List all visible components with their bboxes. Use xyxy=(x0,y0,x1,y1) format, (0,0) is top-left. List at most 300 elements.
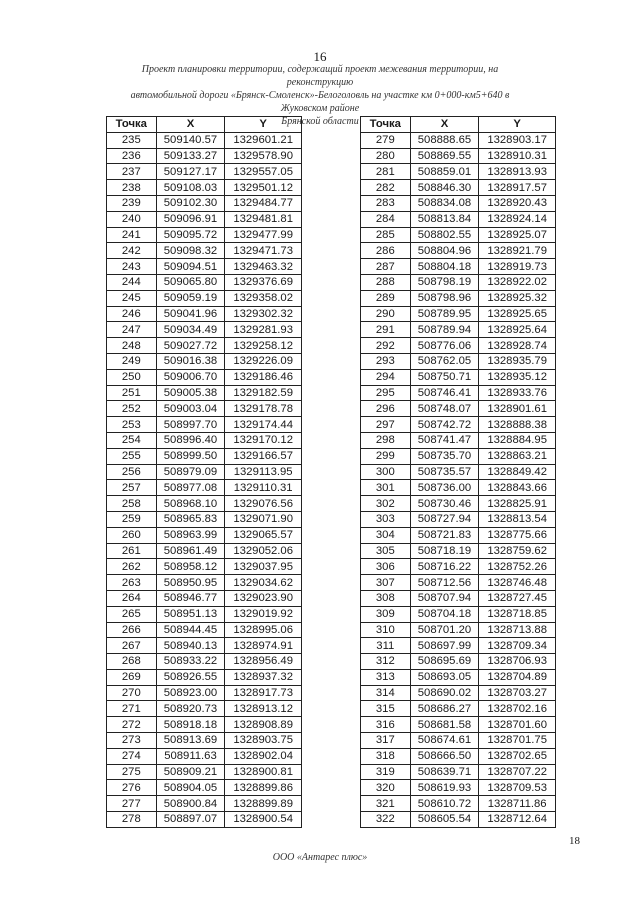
cell-point: 314 xyxy=(361,685,411,701)
table-row xyxy=(361,701,556,717)
cell-point: 265 xyxy=(107,606,157,622)
cell-y: 1328843.66 xyxy=(479,480,556,496)
cell-x: 508735.70 xyxy=(410,448,479,464)
cell-y: 1328928.74 xyxy=(479,338,556,354)
cell-point: 270 xyxy=(107,685,157,701)
cell-y: 1328921.79 xyxy=(479,243,556,259)
table-row xyxy=(107,543,302,559)
table-row xyxy=(107,369,302,385)
cell-x: 509094.51 xyxy=(156,259,225,275)
table-row xyxy=(361,590,556,606)
cell-x: 508748.07 xyxy=(410,401,479,417)
cell-y: 1329071.90 xyxy=(225,511,302,527)
cell-point: 299 xyxy=(361,448,411,464)
table-row xyxy=(361,132,556,148)
cell-y: 1328707.22 xyxy=(479,764,556,780)
cell-point: 315 xyxy=(361,701,411,717)
table-row xyxy=(361,622,556,638)
table-row xyxy=(107,796,302,812)
table-row xyxy=(107,322,302,338)
cell-y: 1329113.95 xyxy=(225,464,302,480)
cell-x: 508750.71 xyxy=(410,369,479,385)
cell-x: 508707.94 xyxy=(410,590,479,606)
cell-x: 508695.69 xyxy=(410,654,479,670)
cell-y: 1328701.75 xyxy=(479,733,556,749)
cell-point: 288 xyxy=(361,274,411,290)
cell-point: 244 xyxy=(107,274,157,290)
cell-point: 286 xyxy=(361,243,411,259)
table-row xyxy=(107,590,302,606)
cell-point: 278 xyxy=(107,812,157,828)
table-row xyxy=(361,654,556,670)
cell-point: 249 xyxy=(107,353,157,369)
cell-y: 1328718.85 xyxy=(479,606,556,622)
cell-x: 508900.84 xyxy=(156,796,225,812)
table-row xyxy=(107,527,302,543)
cell-x: 509140.57 xyxy=(156,132,225,148)
cell-point: 320 xyxy=(361,780,411,796)
cell-point: 240 xyxy=(107,211,157,227)
cell-x: 508735.57 xyxy=(410,464,479,480)
table-row xyxy=(107,701,302,717)
cell-point: 274 xyxy=(107,748,157,764)
cell-x: 508950.95 xyxy=(156,575,225,591)
cell-y: 1328746.48 xyxy=(479,575,556,591)
cell-x: 508979.09 xyxy=(156,464,225,480)
cell-x: 508716.22 xyxy=(410,559,479,575)
table-row xyxy=(361,306,556,322)
cell-y: 1329065.57 xyxy=(225,527,302,543)
cell-y: 1328706.93 xyxy=(479,654,556,670)
cell-y: 1328884.95 xyxy=(479,432,556,448)
cell-x: 509102.30 xyxy=(156,195,225,211)
table-row xyxy=(361,606,556,622)
table-row xyxy=(361,432,556,448)
cell-x: 509034.49 xyxy=(156,322,225,338)
cell-y: 1328902.04 xyxy=(225,748,302,764)
column-header-y: Y xyxy=(479,117,556,133)
cell-x: 508859.01 xyxy=(410,164,479,180)
cell-point: 246 xyxy=(107,306,157,322)
table-row xyxy=(361,543,556,559)
table-header-row xyxy=(361,117,556,133)
cell-x: 508913.69 xyxy=(156,733,225,749)
company-footer: ООО «Антарес плюс» xyxy=(272,852,368,863)
cell-y: 1328711.86 xyxy=(479,796,556,812)
cell-y: 1328935.12 xyxy=(479,369,556,385)
cell-point: 238 xyxy=(107,180,157,196)
cell-y: 1329034.62 xyxy=(225,575,302,591)
cell-y: 1328899.86 xyxy=(225,780,302,796)
page-number-top: 16 xyxy=(313,49,327,64)
cell-point: 318 xyxy=(361,748,411,764)
table-row xyxy=(361,796,556,812)
cell-x: 509016.38 xyxy=(156,353,225,369)
cell-point: 273 xyxy=(107,733,157,749)
cell-y: 1328917.57 xyxy=(479,180,556,196)
cell-point: 263 xyxy=(107,575,157,591)
column-header-x: X xyxy=(410,117,479,133)
table-row xyxy=(107,575,302,591)
cell-point: 269 xyxy=(107,669,157,685)
cell-x: 508996.40 xyxy=(156,432,225,448)
cell-point: 305 xyxy=(361,543,411,559)
cell-point: 251 xyxy=(107,385,157,401)
table-row xyxy=(361,385,556,401)
table-row xyxy=(361,353,556,369)
table-row xyxy=(107,464,302,480)
cell-y: 1328702.65 xyxy=(479,748,556,764)
table-row xyxy=(107,338,302,354)
cell-point: 271 xyxy=(107,701,157,717)
cell-y: 1329281.93 xyxy=(225,322,302,338)
table-row xyxy=(107,227,302,243)
cell-point: 256 xyxy=(107,464,157,480)
table-row xyxy=(107,432,302,448)
cell-y: 1329186.46 xyxy=(225,369,302,385)
cell-x: 509027.72 xyxy=(156,338,225,354)
cell-y: 1328899.89 xyxy=(225,796,302,812)
table-row xyxy=(361,812,556,828)
table-row xyxy=(107,606,302,622)
table-row xyxy=(107,511,302,527)
table-row xyxy=(107,306,302,322)
cell-y: 1329037.95 xyxy=(225,559,302,575)
table-row xyxy=(361,733,556,749)
cell-x: 508746.41 xyxy=(410,385,479,401)
table-row xyxy=(361,717,556,733)
cell-y: 1328900.54 xyxy=(225,812,302,828)
cell-point: 253 xyxy=(107,417,157,433)
cell-x: 508999.50 xyxy=(156,448,225,464)
cell-point: 302 xyxy=(361,496,411,512)
cell-y: 1328727.45 xyxy=(479,590,556,606)
cell-point: 309 xyxy=(361,606,411,622)
table-row xyxy=(361,259,556,275)
cell-y: 1328974.91 xyxy=(225,638,302,654)
cell-x: 508686.27 xyxy=(410,701,479,717)
cell-point: 293 xyxy=(361,353,411,369)
cell-point: 306 xyxy=(361,559,411,575)
table-row xyxy=(107,496,302,512)
cell-point: 242 xyxy=(107,243,157,259)
table-row xyxy=(361,211,556,227)
coordinates-table-left xyxy=(106,116,302,828)
cell-y: 1328922.02 xyxy=(479,274,556,290)
table-row xyxy=(107,559,302,575)
cell-y: 1329110.31 xyxy=(225,480,302,496)
table-row xyxy=(107,748,302,764)
cell-x: 508804.96 xyxy=(410,243,479,259)
coordinates-table-right xyxy=(360,116,556,828)
table-row xyxy=(361,417,556,433)
cell-x: 508997.70 xyxy=(156,417,225,433)
table-row xyxy=(107,638,302,654)
cell-x: 509059.19 xyxy=(156,290,225,306)
cell-y: 1328937.32 xyxy=(225,669,302,685)
cell-y: 1329481.81 xyxy=(225,211,302,227)
table-row xyxy=(107,195,302,211)
cell-point: 264 xyxy=(107,590,157,606)
cell-x: 508965.83 xyxy=(156,511,225,527)
cell-point: 277 xyxy=(107,796,157,812)
table-row xyxy=(107,812,302,828)
table-row xyxy=(361,764,556,780)
table-header-row xyxy=(107,117,302,133)
cell-point: 292 xyxy=(361,338,411,354)
table-row xyxy=(107,401,302,417)
cell-x: 508911.63 xyxy=(156,748,225,764)
cell-y: 1328903.17 xyxy=(479,132,556,148)
cell-point: 259 xyxy=(107,511,157,527)
cell-y: 1329302.32 xyxy=(225,306,302,322)
cell-x: 508951.13 xyxy=(156,606,225,622)
cell-point: 303 xyxy=(361,511,411,527)
table-row xyxy=(107,353,302,369)
cell-point: 250 xyxy=(107,369,157,385)
cell-x: 509108.03 xyxy=(156,180,225,196)
cell-x: 508923.00 xyxy=(156,685,225,701)
cell-point: 241 xyxy=(107,227,157,243)
cell-y: 1328775.66 xyxy=(479,527,556,543)
cell-point: 252 xyxy=(107,401,157,417)
cell-x: 508693.05 xyxy=(410,669,479,685)
cell-x: 508619.93 xyxy=(410,780,479,796)
cell-y: 1329170.12 xyxy=(225,432,302,448)
cell-point: 255 xyxy=(107,448,157,464)
cell-y: 1328752.26 xyxy=(479,559,556,575)
cell-x: 508666.50 xyxy=(410,748,479,764)
cell-y: 1328813.54 xyxy=(479,511,556,527)
cell-point: 243 xyxy=(107,259,157,275)
cell-y: 1329484.77 xyxy=(225,195,302,211)
table-row xyxy=(361,274,556,290)
cell-y: 1328924.14 xyxy=(479,211,556,227)
cell-point: 260 xyxy=(107,527,157,543)
table-row xyxy=(107,780,302,796)
cell-point: 280 xyxy=(361,148,411,164)
cell-point: 307 xyxy=(361,575,411,591)
cell-y: 1329463.32 xyxy=(225,259,302,275)
cell-x: 508834.08 xyxy=(410,195,479,211)
cell-y: 1328913.12 xyxy=(225,701,302,717)
cell-point: 312 xyxy=(361,654,411,670)
cell-point: 311 xyxy=(361,638,411,654)
cell-point: 285 xyxy=(361,227,411,243)
cell-x: 508704.18 xyxy=(410,606,479,622)
cell-point: 322 xyxy=(361,812,411,828)
cell-x: 508813.84 xyxy=(410,211,479,227)
cell-x: 508789.95 xyxy=(410,306,479,322)
table-row xyxy=(361,559,556,575)
cell-y: 1329076.56 xyxy=(225,496,302,512)
cell-y: 1329174.44 xyxy=(225,417,302,433)
cell-point: 281 xyxy=(361,164,411,180)
cell-point: 283 xyxy=(361,195,411,211)
cell-x: 508789.94 xyxy=(410,322,479,338)
table-row xyxy=(107,685,302,701)
table-row xyxy=(107,259,302,275)
cell-point: 267 xyxy=(107,638,157,654)
cell-y: 1328703.27 xyxy=(479,685,556,701)
table-row xyxy=(107,164,302,180)
cell-y: 1328712.64 xyxy=(479,812,556,828)
cell-y: 1329182.59 xyxy=(225,385,302,401)
table-row xyxy=(361,685,556,701)
cell-point: 245 xyxy=(107,290,157,306)
cell-point: 297 xyxy=(361,417,411,433)
cell-y: 1328920.43 xyxy=(479,195,556,211)
cell-y: 1328925.32 xyxy=(479,290,556,306)
cell-x: 508712.56 xyxy=(410,575,479,591)
cell-y: 1328903.75 xyxy=(225,733,302,749)
table-row xyxy=(361,669,556,685)
cell-point: 298 xyxy=(361,432,411,448)
cell-x: 508697.99 xyxy=(410,638,479,654)
cell-y: 1329019.92 xyxy=(225,606,302,622)
cell-x: 509127.17 xyxy=(156,164,225,180)
cell-x: 508888.65 xyxy=(410,132,479,148)
cell-y: 1328913.93 xyxy=(479,164,556,180)
cell-x: 508639.71 xyxy=(410,764,479,780)
cell-point: 237 xyxy=(107,164,157,180)
cell-x: 508674.61 xyxy=(410,733,479,749)
column-header-x: X xyxy=(156,117,225,133)
table-row xyxy=(107,290,302,306)
cell-y: 1328935.79 xyxy=(479,353,556,369)
cell-x: 509003.04 xyxy=(156,401,225,417)
cell-x: 508802.55 xyxy=(410,227,479,243)
cell-x: 509133.27 xyxy=(156,148,225,164)
cell-y: 1328901.61 xyxy=(479,401,556,417)
cell-y: 1329501.12 xyxy=(225,180,302,196)
cell-x: 508963.99 xyxy=(156,527,225,543)
table-row xyxy=(107,669,302,685)
cell-y: 1328917.73 xyxy=(225,685,302,701)
table-row xyxy=(361,575,556,591)
cell-point: 258 xyxy=(107,496,157,512)
column-header-point: Точка xyxy=(107,117,157,133)
cell-x: 508690.02 xyxy=(410,685,479,701)
cell-point: 287 xyxy=(361,259,411,275)
cell-point: 254 xyxy=(107,432,157,448)
table-row xyxy=(361,780,556,796)
cell-point: 257 xyxy=(107,480,157,496)
table-row xyxy=(107,385,302,401)
cell-x: 508742.72 xyxy=(410,417,479,433)
cell-y: 1328759.62 xyxy=(479,543,556,559)
cell-x: 508846.30 xyxy=(410,180,479,196)
cell-x: 508776.06 xyxy=(410,338,479,354)
table-row xyxy=(107,764,302,780)
cell-point: 262 xyxy=(107,559,157,575)
cell-y: 1328910.31 xyxy=(479,148,556,164)
table-row xyxy=(107,417,302,433)
page-number-bottom: 18 xyxy=(569,835,580,847)
table-row xyxy=(107,717,302,733)
cell-y: 1329023.90 xyxy=(225,590,302,606)
cell-x: 508918.18 xyxy=(156,717,225,733)
cell-point: 261 xyxy=(107,543,157,559)
cell-x: 508958.12 xyxy=(156,559,225,575)
cell-x: 509098.32 xyxy=(156,243,225,259)
table-row xyxy=(361,148,556,164)
cell-x: 508681.58 xyxy=(410,717,479,733)
cell-point: 290 xyxy=(361,306,411,322)
table-row xyxy=(107,211,302,227)
cell-x: 508736.00 xyxy=(410,480,479,496)
cell-y: 1328713.88 xyxy=(479,622,556,638)
cell-point: 276 xyxy=(107,780,157,796)
cell-y: 1328925.65 xyxy=(479,306,556,322)
cell-y: 1328863.21 xyxy=(479,448,556,464)
table-row xyxy=(107,654,302,670)
cell-point: 289 xyxy=(361,290,411,306)
header-line-1: Проект планировки территории, содержащий проект межевания территории, на реконструкцию xyxy=(141,64,499,88)
table-row xyxy=(361,338,556,354)
cell-point: 247 xyxy=(107,322,157,338)
table-row xyxy=(361,638,556,654)
cell-y: 1328925.07 xyxy=(479,227,556,243)
cell-point: 268 xyxy=(107,654,157,670)
cell-x: 508968.10 xyxy=(156,496,225,512)
cell-x: 509006.70 xyxy=(156,369,225,385)
cell-y: 1328709.34 xyxy=(479,638,556,654)
cell-x: 508610.72 xyxy=(410,796,479,812)
table-row xyxy=(361,401,556,417)
cell-y: 1328701.60 xyxy=(479,717,556,733)
cell-point: 272 xyxy=(107,717,157,733)
table-row xyxy=(361,290,556,306)
cell-y: 1329376.69 xyxy=(225,274,302,290)
cell-y: 1329578.90 xyxy=(225,148,302,164)
cell-y: 1329471.73 xyxy=(225,243,302,259)
header-line-2: автомобильной дороги «Брянск-Смоленск»-Белоголовль на участке км 0+000-км5+640 в Жуковском районе xyxy=(130,90,510,114)
cell-x: 508727.94 xyxy=(410,511,479,527)
cell-point: 236 xyxy=(107,148,157,164)
cell-y: 1329557.05 xyxy=(225,164,302,180)
cell-y: 1328908.89 xyxy=(225,717,302,733)
cell-x: 508798.96 xyxy=(410,290,479,306)
cell-x: 508909.21 xyxy=(156,764,225,780)
cell-x: 508920.73 xyxy=(156,701,225,717)
cell-y: 1328825.91 xyxy=(479,496,556,512)
cell-x: 508940.13 xyxy=(156,638,225,654)
cell-y: 1328900.81 xyxy=(225,764,302,780)
cell-point: 294 xyxy=(361,369,411,385)
cell-x: 508605.54 xyxy=(410,812,479,828)
cell-x: 509096.91 xyxy=(156,211,225,227)
cell-point: 282 xyxy=(361,180,411,196)
cell-point: 313 xyxy=(361,669,411,685)
cell-y: 1329358.02 xyxy=(225,290,302,306)
cell-point: 296 xyxy=(361,401,411,417)
table-row xyxy=(107,622,302,638)
cell-point: 317 xyxy=(361,733,411,749)
table-row xyxy=(361,322,556,338)
cell-point: 308 xyxy=(361,590,411,606)
cell-point: 248 xyxy=(107,338,157,354)
cell-y: 1328925.64 xyxy=(479,322,556,338)
table-row xyxy=(361,227,556,243)
cell-x: 509095.72 xyxy=(156,227,225,243)
table-row xyxy=(361,480,556,496)
cell-point: 239 xyxy=(107,195,157,211)
table-row xyxy=(361,164,556,180)
header-line-3: Брянской области xyxy=(281,116,359,127)
table-row xyxy=(361,527,556,543)
cell-y: 1328849.42 xyxy=(479,464,556,480)
